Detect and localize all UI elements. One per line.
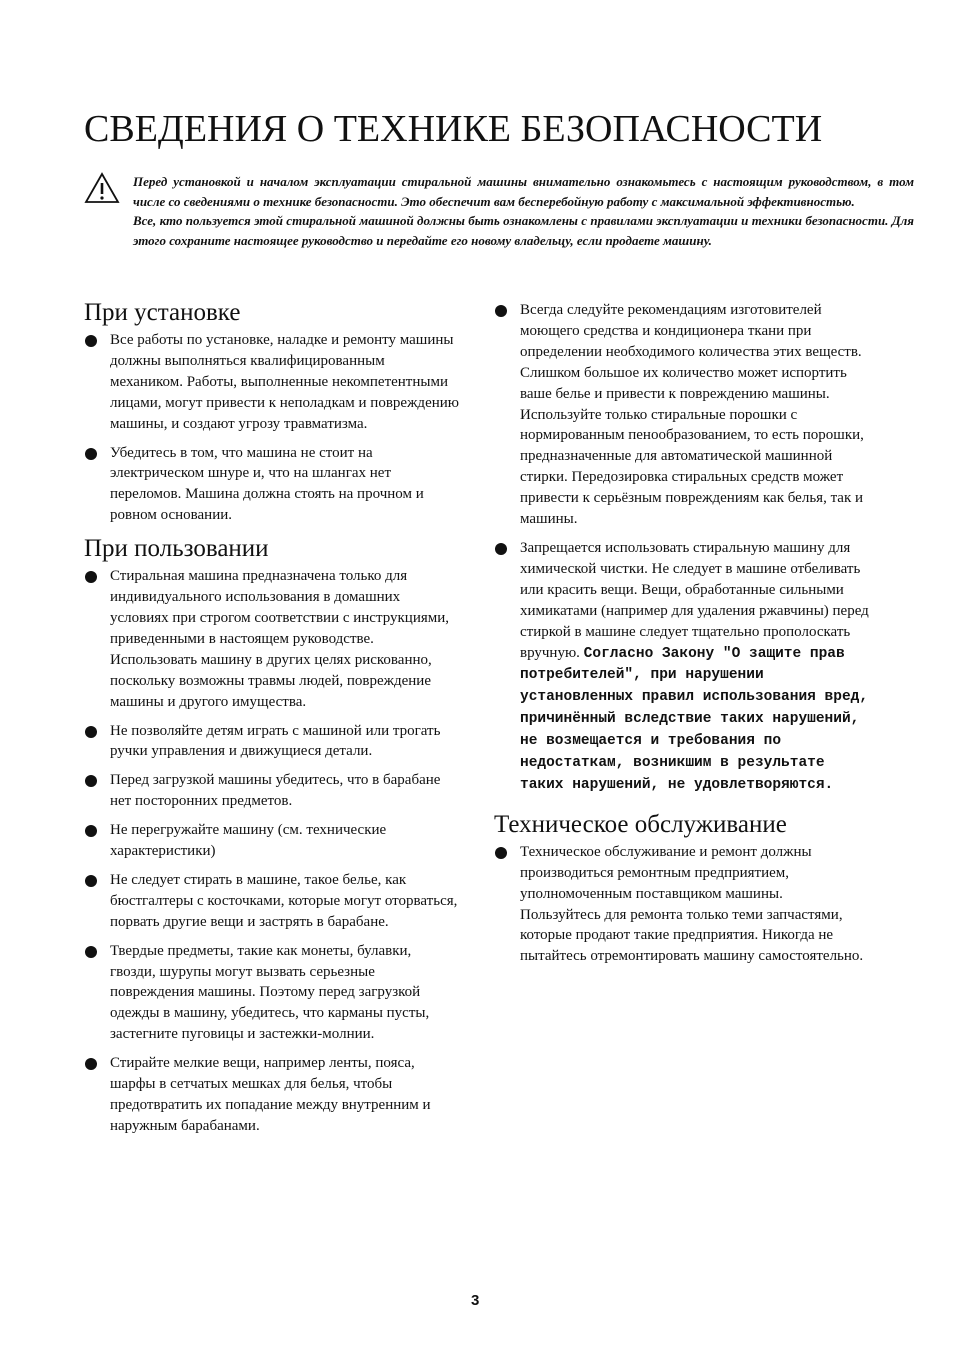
- list-item: Техническое обслуживание и ремонт должны производиться ремонтным предприятием, уполномоченным поставщиком машины. Пользуйтесь для ремонта только теми запчастями, которые продают такие предприятия. Никогда не пытайтесь отремонтировать машину самостоятельно.: [494, 842, 869, 967]
- list-item: Стирайте мелкие вещи, например ленты, пояса, шарфы в сетчатых мешках для белья, чтобы предотвратить их попадание между внутренним и наружным барабанами.: [84, 1053, 459, 1137]
- list-item: Твердые предметы, такие как монеты, булавки, гвозди, шурупы могут вызвать серьезные повреждения машины. Поэтому перед загрузкой одежды в машину, убедитесь, что карманы пусты, застегните пуговицы и застежки-молнии.: [84, 941, 459, 1046]
- maintenance-list: [494, 842, 869, 967]
- section-title-usage: При пользовании: [84, 535, 269, 563]
- page-title: СВЕДЕНИЯ О ТЕХНИКЕ БЕЗОПАСНОСТИ: [84, 108, 823, 150]
- left-column: [84, 298, 459, 1145]
- page-number: 3: [471, 1292, 480, 1309]
- list-item: Не позволяйте детям играть с машиной или трогать ручки управления и движущиеся детали.: [84, 721, 459, 763]
- intro-text: [133, 172, 914, 250]
- list-item: Стиральная машина предназначена только для индивидуального использования в домашних условиях при строгом соответствии с инструкциями, приведенными в настоящем руководстве. Использовать машину в других целях рискованно, поскольку возможны травмы людей, повреждение машины и другого имущества.: [84, 566, 459, 712]
- law-notice: Согласно Закону "О защите прав потребителей", при нарушении установленных правил использования вред, причинённый вследствие таких нарушений, не возмещается и требования по недостаткам, возникшим в результате таких нарушений, не удовлетворяются.: [520, 645, 869, 793]
- list-item: Всегда следуйте рекомендациям изготовителей моющего средства и кондиционера ткани при определении необходимого количества этих веществ. Слишком большое их количество может испортить ваше белье и привести к повреждению машины. Используйте только стиральные порошки с нормированным пенообразованием, то есть порошки, предназначенные для автоматической машинной стирки. Передозировка стиральных средств может привести к серьёзным повреждениям как белья, так и машины.: [494, 300, 869, 530]
- intro-paragraph: Перед установкой и началом эксплуатации стиральной машины внимательно ознакомьтесь с настоящим руководством, в том числе со сведениями о технике безопасности. Это обеспечит вам бесперебойную работу с максимальной эффективностью.: [133, 174, 914, 209]
- list-item: Перед загрузкой машины убедитесь, что в барабане нет посторонних предметов.: [84, 770, 459, 812]
- bullet-icon: [85, 875, 97, 887]
- list-item: Убедитесь в том, что машина не стоит на электрическом шнуре и, что на шлангах нет переломов. Машина должна стоять на прочном и ровном основании.: [84, 443, 459, 527]
- bullet-icon: [85, 335, 97, 347]
- right-column: [494, 300, 869, 975]
- bullet-icon: [85, 448, 97, 460]
- intro-paragraph: Все, кто пользуется этой стиральной машиной должны быть ознакомлены с правилами эксплуатации и техники безопасности. Для этого сохраните настоящее руководство и передайте его новому владельцу, если продаете машину.: [133, 213, 914, 248]
- bullet-icon: [495, 305, 507, 317]
- list-item: Не следует стирать в машине, такое белье, как бюстгалтеры с косточками, которые могут оторваться, порвать другие вещи и застрять в барабане.: [84, 870, 459, 933]
- usage-list-continued: [494, 300, 869, 796]
- bullet-icon: [85, 726, 97, 738]
- bullet-icon: [85, 825, 97, 837]
- section-title-maintenance: Техническое обслуживание: [494, 810, 787, 838]
- list-item: Запрещается использовать стиральную машину для химической чистки. Не следует в машине отбеливать или красить вещи. Вещи, обработанные сильными химикатами (например для удаления ржавчины) перед стиркой в машине следует тщательно прополоскать вручную. Согласно Закону "О защите прав потребителей", при нарушении установленных правил использования вред, причинённый вследствие таких нарушений, не возмещается и требования по недостаткам, возникшим в результате таких нарушений, не удовлетворяются.: [494, 538, 869, 796]
- list-item: Все работы по установке, наладке и ремонту машины должны выполняться квалифицированным механиком. Работы, выполненные некомпетентными лицами, могут привести к неполадкам и повреждению машины, и создают угрозу травматизма.: [84, 330, 459, 435]
- section-title-installation: При установке: [84, 299, 241, 326]
- installation-list: [84, 330, 459, 526]
- bullet-icon: [85, 571, 97, 583]
- intro-warning: [84, 172, 914, 250]
- bullet-icon: [495, 543, 507, 555]
- bullet-icon: [495, 847, 507, 859]
- list-item: Не перегружайте машину (см. технические характеристики): [84, 820, 459, 862]
- bullet-icon: [85, 775, 97, 787]
- warning-triangle-icon: [84, 172, 120, 204]
- bullet-icon: [85, 1058, 97, 1070]
- usage-list: [84, 566, 459, 1137]
- bullet-icon: [85, 946, 97, 958]
